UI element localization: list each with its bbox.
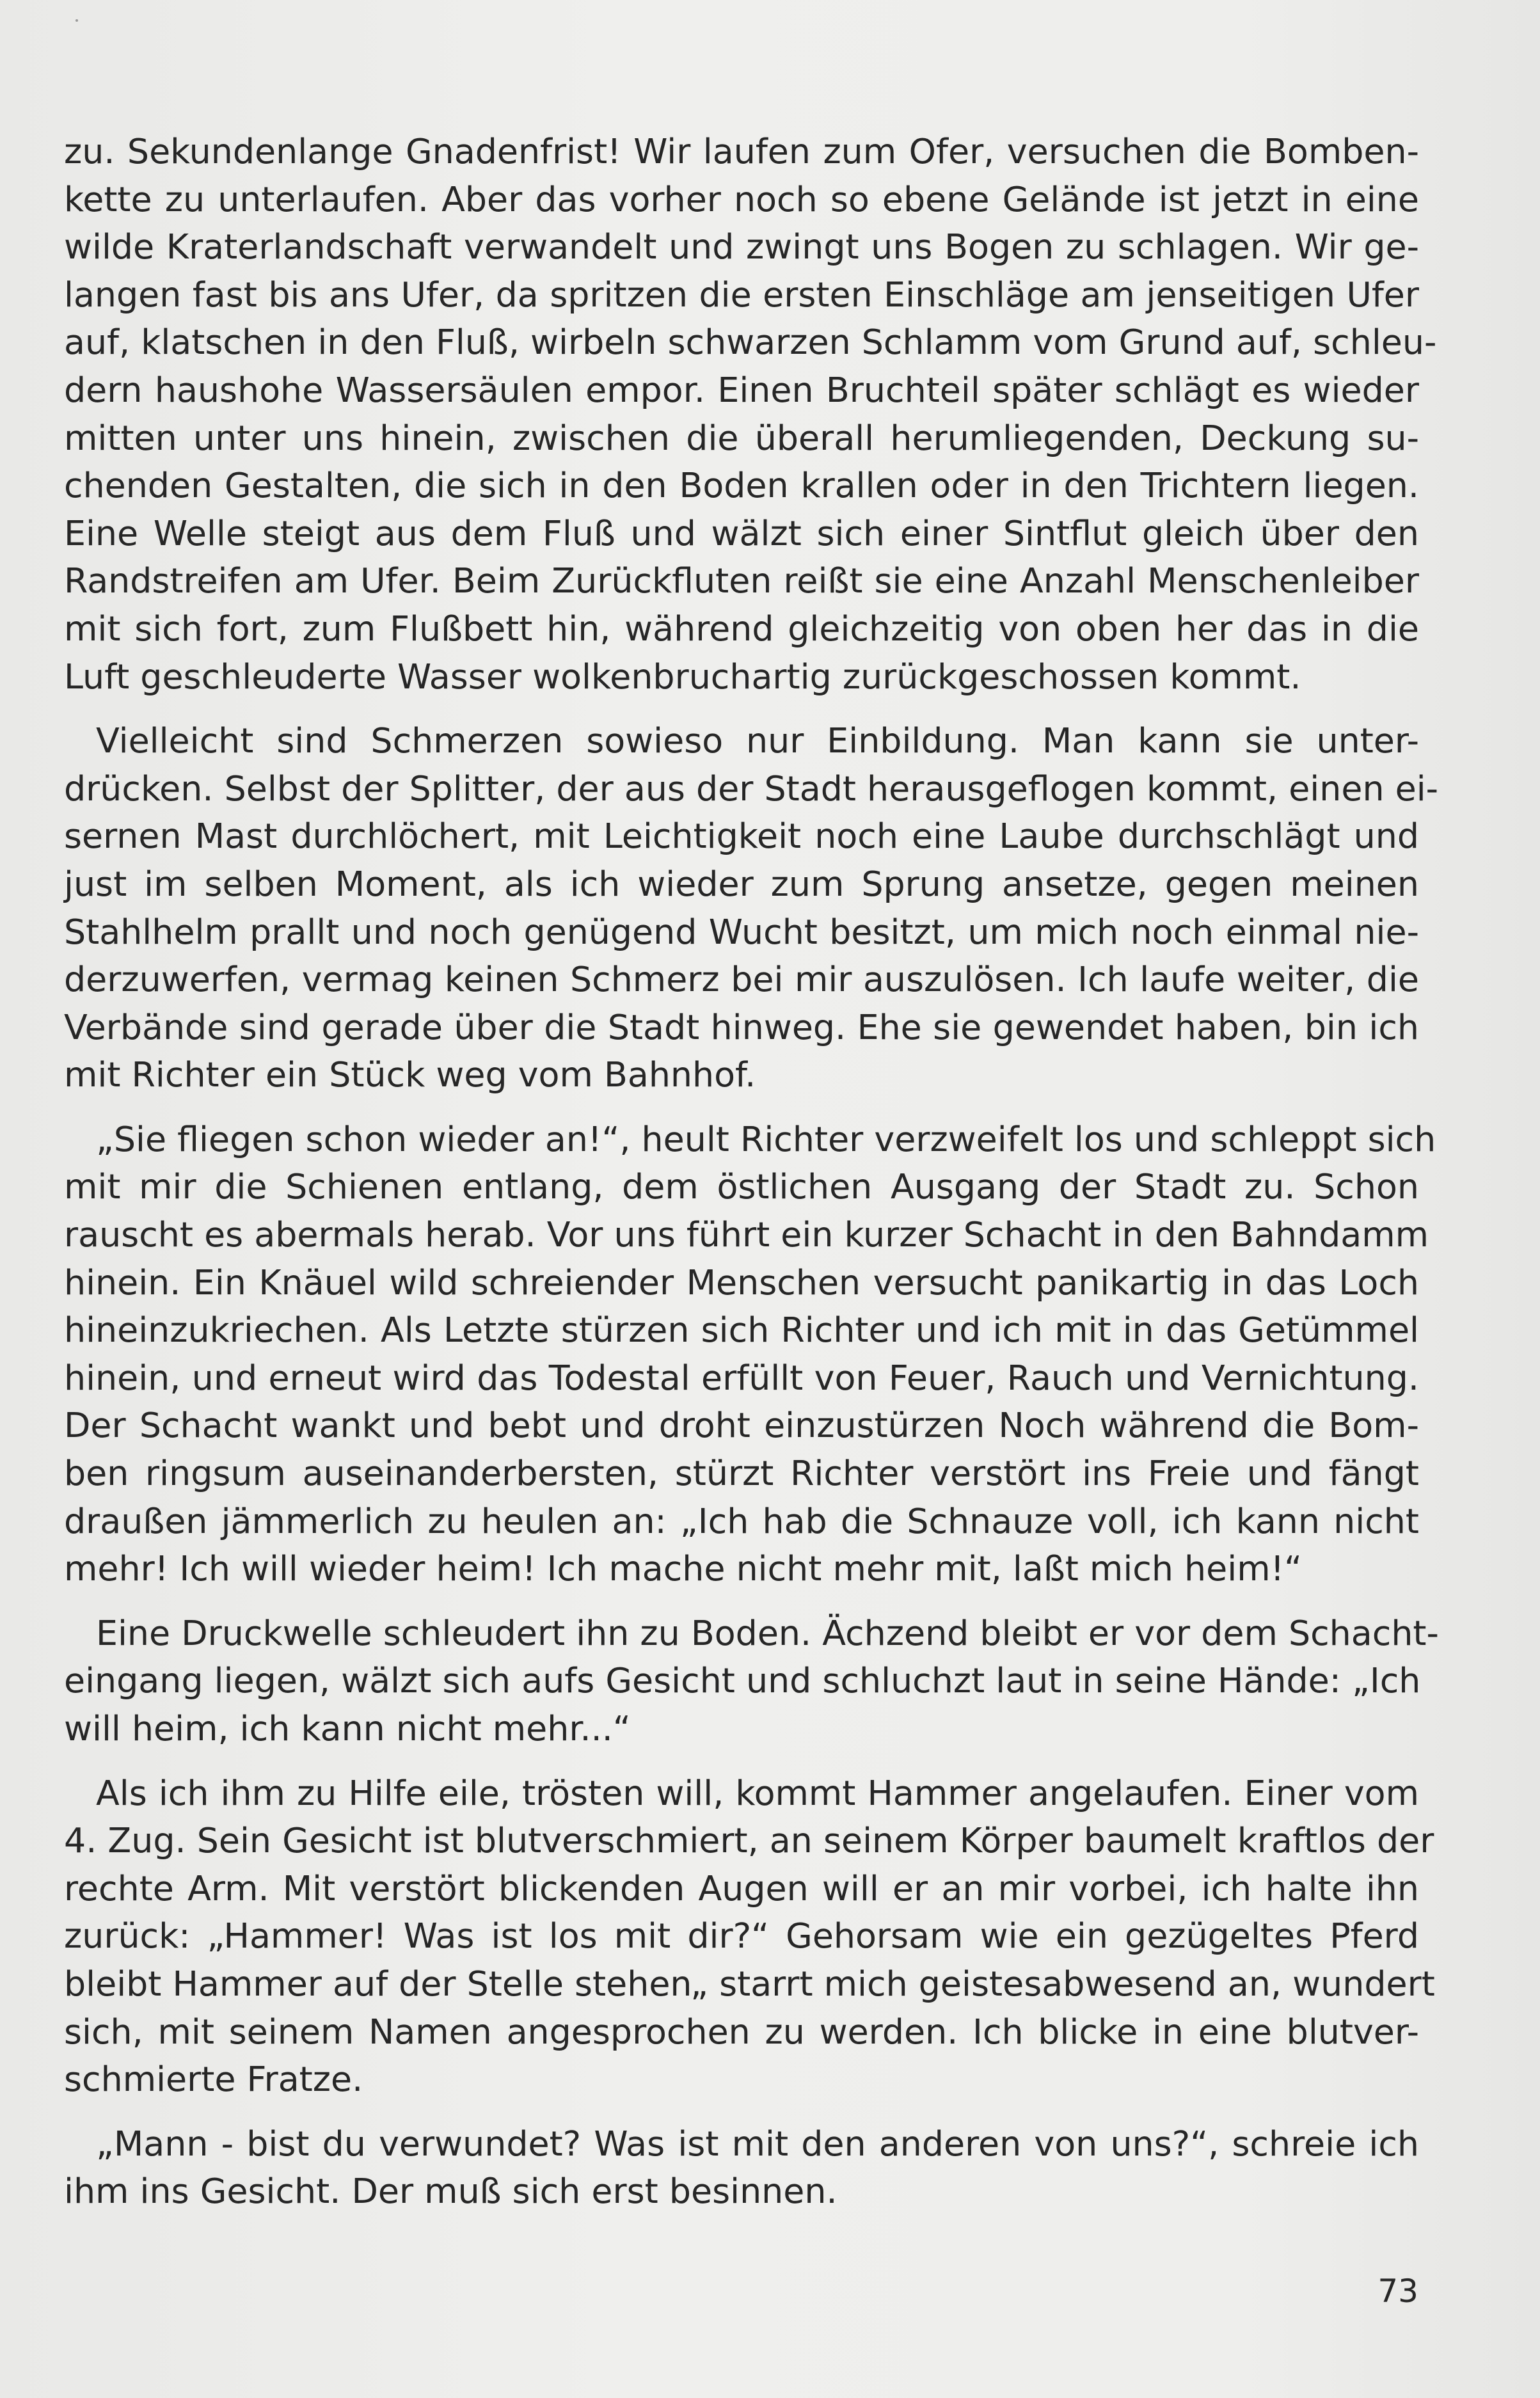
text-line: ihm ins Gesicht. Der muß sich erst besinnen. <box>64 2171 837 2212</box>
text-line: will heim, ich kann nicht mehr...“ <box>64 1708 631 1749</box>
text-line: kette zu unterlaufen. Aber das vorher noch so ebene Gelände ist jetzt in eine <box>64 179 1419 219</box>
text-line: auf, klatschen in den Fluß, wirbeln schwarzen Schlamm vom Grund auf, schleu- <box>64 322 1437 363</box>
text-line: hinein. Ein Knäuel wild schreiender Menschen versucht panikartig in das Loch <box>64 1262 1419 1303</box>
text-line: eingang liegen, wälzt sich aufs Gesicht und schluchzt laut in seine Hände: „Ich <box>64 1660 1421 1701</box>
text-line: bleibt Hammer auf der Stelle stehen„ starrt mich geistesabwesend an, wundert <box>64 1963 1435 2004</box>
paragraph <box>64 1116 1436 1593</box>
text-line: drücken. Selbst der Splitter, der aus der Stadt herausgeflogen kommt, einen ei- <box>64 768 1439 809</box>
paragraph <box>64 2120 1419 2216</box>
text-line: zu. Sekundenlange Gnadenfrist! Wir laufen zum Ofer, versuchen die Bomben- <box>64 131 1419 171</box>
text-line: hineinzukriechen. Als Letzte stürzen sich Richter und ich mit in das Getümmel <box>64 1310 1419 1351</box>
text-line: mehr! Ich will wieder heim! Ich mache nicht mehr mit, laßt mich heim!“ <box>64 1548 1303 1589</box>
text-line: just im selben Moment, als ich wieder zum Sprung ansetze, gegen meinen <box>64 863 1419 904</box>
text-line: rauscht es abermals herab. Vor uns führt ein kurzer Schacht in den Bahndamm <box>64 1214 1429 1255</box>
text-line: Luft geschleuderte Wasser wolkenbruchartig zurückgeschossen kommt. <box>64 656 1301 697</box>
text-line: Als ich ihm zu Hilfe eile, trösten will, kommt Hammer angelaufen. Einer vom <box>96 1772 1419 1813</box>
paper-speck <box>75 19 78 22</box>
text-line: sich, mit seinem Namen angesprochen zu werden. Ich blicke in eine blutver- <box>64 2011 1419 2052</box>
text-line: rechte Arm. Mit verstört blickenden Augen will er an mir vorbei, ich halte ihn <box>64 1868 1419 1909</box>
text-line: „Mann - bist du verwundet? Was ist mit den anderen von uns?“, schreie ich <box>96 2123 1419 2164</box>
text-line: draußen jämmerlich zu heulen an: „Ich hab die Schnauze voll, ich kann nicht <box>64 1500 1419 1541</box>
text-line: mit Richter ein Stück weg vom Bahnhof. <box>64 1054 756 1095</box>
text-line: Stahlhelm prallt und noch genügend Wucht besitzt, um mich noch einmal nie- <box>64 911 1419 952</box>
body-text <box>64 128 1439 2232</box>
text-line: mit sich fort, zum Flußbett hin, während gleichzeitig von oben her das in die <box>64 608 1419 649</box>
text-line: Eine Druckwelle schleudert ihn zu Boden. Ächzend bleibt er vor dem Schacht- <box>96 1612 1439 1653</box>
text-line: dern haushohe Wassersäulen empor. Einen Bruchteil später schlägt es wieder <box>64 369 1419 410</box>
text-line: zurück: „Hammer! Was ist los mit dir?“ Gehorsam wie ein gezügeltes Pferd <box>64 1916 1419 1957</box>
text-line: Der Schacht wankt und bebt und droht einzustürzen Noch während die Bom- <box>64 1405 1419 1446</box>
paragraph <box>64 128 1437 701</box>
text-line: „Sie fliegen schon wieder an!“, heult Richter verzweifelt los und schleppt sich <box>96 1118 1436 1159</box>
text-line: schmierte Fratze. <box>64 2059 363 2100</box>
text-line: mit mir die Schienen entlang, dem östlichen Ausgang der Stadt zu. Schon <box>64 1166 1419 1207</box>
page-number: 73 <box>1377 2273 1418 2310</box>
paragraph <box>64 1610 1439 1753</box>
text-line: Eine Welle steigt aus dem Fluß und wälzt sich einer Sintflut gleich über den <box>64 512 1419 553</box>
text-line: ben ringsum auseinanderbersten, stürzt Richter verstört ins Freie und fängt <box>64 1453 1419 1494</box>
text-line: Verbände sind gerade über die Stadt hinweg. Ehe sie gewendet haben, bin ich <box>64 1006 1419 1047</box>
text-line: derzuwerfen, vermag keinen Schmerz bei mir auszulösen. Ich laufe weiter, die <box>64 959 1419 1000</box>
paragraph <box>64 1770 1435 2104</box>
text-line: mitten unter uns hinein, zwischen die überall herumliegenden, Deckung su- <box>64 417 1419 458</box>
text-line: langen fast bis ans Ufer, da spritzen die ersten Einschläge am jenseitigen Ufer <box>64 274 1419 315</box>
text-line: sernen Mast durchlöchert, mit Leichtigkeit noch eine Laube durchschlägt und <box>64 816 1419 857</box>
text-line: chenden Gestalten, die sich in den Boden krallen oder in den Trichtern liegen. <box>64 465 1419 506</box>
text-line: hinein, und erneut wird das Todestal erfüllt von Feuer, Rauch und Vernichtung. <box>64 1357 1419 1398</box>
text-line: Randstreifen am Ufer. Beim Zurückfluten reißt sie eine Anzahl Menschenleiber <box>64 560 1419 601</box>
paragraph <box>64 717 1439 1099</box>
text-line: 4. Zug. Sein Gesicht ist blutverschmiert, an seinem Körper baumelt kraftlos der <box>64 1820 1434 1861</box>
text-line: wilde Kraterlandschaft verwandelt und zwingt uns Bogen zu schlagen. Wir ge- <box>64 226 1419 267</box>
text-line: Vielleicht sind Schmerzen sowieso nur Einbildung. Man kann sie unter- <box>96 720 1419 761</box>
